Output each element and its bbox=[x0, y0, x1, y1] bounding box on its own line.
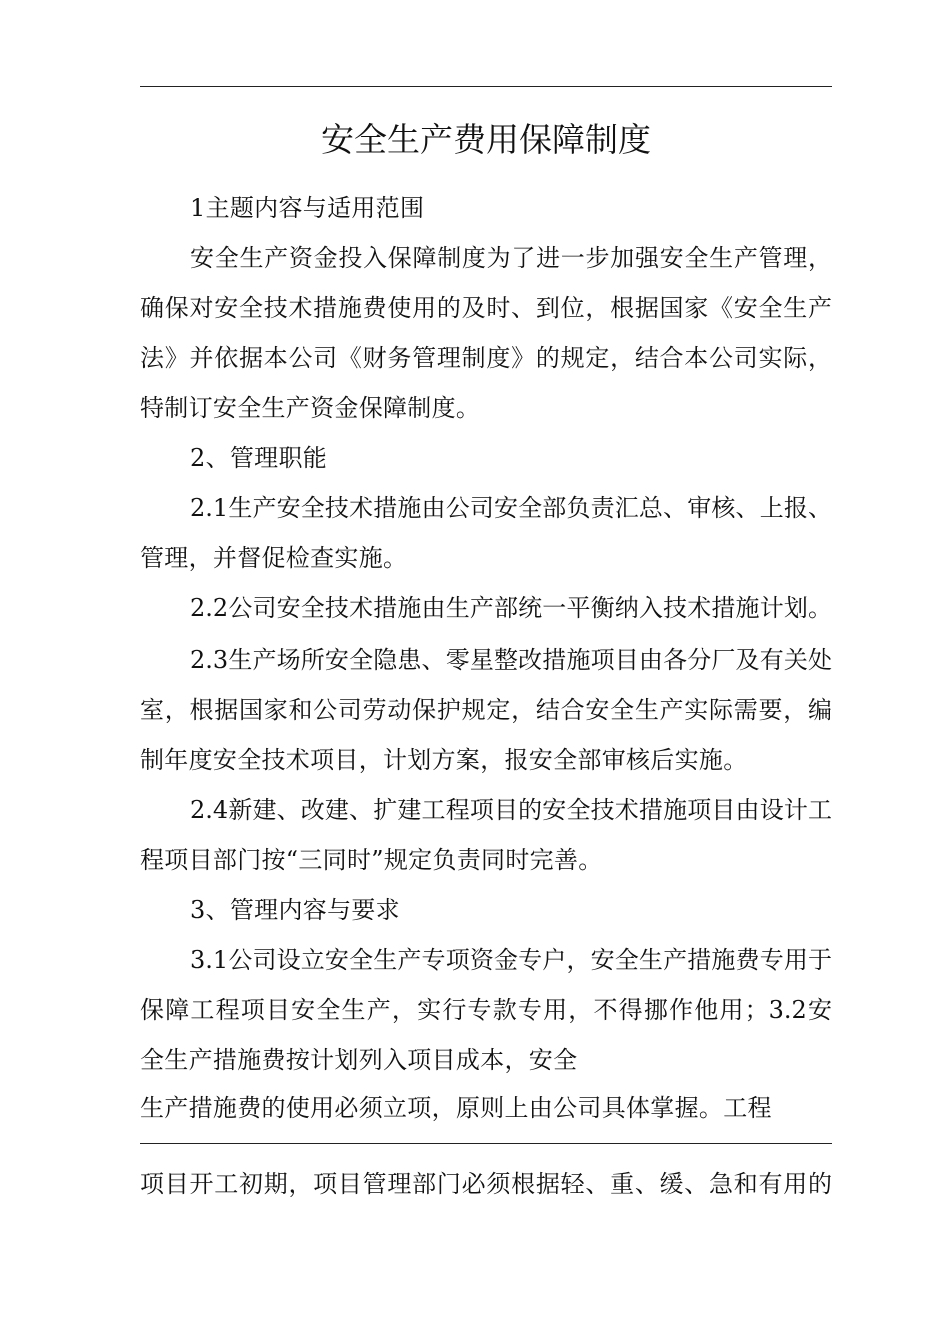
paragraph-line: 生产措施费的使用必须立项，原则上由公司具体掌握。工程 bbox=[140, 1094, 772, 1122]
paragraph-line: 程项目部门按“三同时”规定负责同时完善。 bbox=[140, 846, 603, 874]
paragraph-line: 室，根据国家和公司劳动保护规定，结合安全生产实际需要，编 bbox=[140, 696, 832, 724]
paragraph-line: 法》并依据本公司《财务管理制度》的规定，结合本公司实际， bbox=[140, 344, 832, 372]
paragraph-line: 3.1公司设立安全生产专项资金专户，安全生产措施费专用于 bbox=[190, 946, 832, 974]
paragraph-line: 2.3生产场所安全隐患、零星整改措施项目由各分厂及有关处 bbox=[190, 646, 832, 674]
paragraph-line: 确保对安全技术措施费使用的及时、到位，根据国家《安全生产 bbox=[140, 294, 832, 322]
section-heading-1: 1主题内容与适用范围 bbox=[190, 194, 425, 222]
paragraph-line: 安全生产资金投入保障制度为了进一步加强安全生产管理， bbox=[190, 244, 832, 272]
section-heading-3: 3、管理内容与要求 bbox=[190, 896, 400, 924]
paragraph-line: 2.1生产安全技术措施由公司安全部负责汇总、审核、上报、 bbox=[190, 494, 832, 522]
paragraph-line: 2.4新建、改建、扩建工程项目的安全技术措施项目由设计工 bbox=[190, 796, 832, 824]
next-page-line: 项目开工初期，项目管理部门必须根据轻、重、缓、急和有用的 bbox=[140, 1170, 832, 1198]
paragraph-line: 管理，并督促检查实施。 bbox=[140, 544, 408, 572]
document-title: 安全生产费用保障制度 bbox=[321, 120, 651, 159]
paragraph-line: 制年度安全技术项目，计划方案，报安全部审核后实施。 bbox=[140, 746, 748, 774]
paragraph-line: 2.2公司安全技术措施由生产部统一平衡纳入技术措施计划。 bbox=[190, 594, 832, 622]
section-heading-2: 2、管理职能 bbox=[190, 444, 328, 472]
page-header-rule bbox=[140, 86, 832, 87]
paragraph-line: 保障工程项目安全生产，实行专款专用，不得挪作他用；3.2安 bbox=[140, 996, 832, 1024]
paragraph-line: 全生产措施费按计划列入项目成本，安全 bbox=[140, 1046, 578, 1074]
paragraph-line: 特制订安全生产资金保障制度。 bbox=[140, 394, 481, 422]
page-break-rule bbox=[140, 1143, 832, 1144]
